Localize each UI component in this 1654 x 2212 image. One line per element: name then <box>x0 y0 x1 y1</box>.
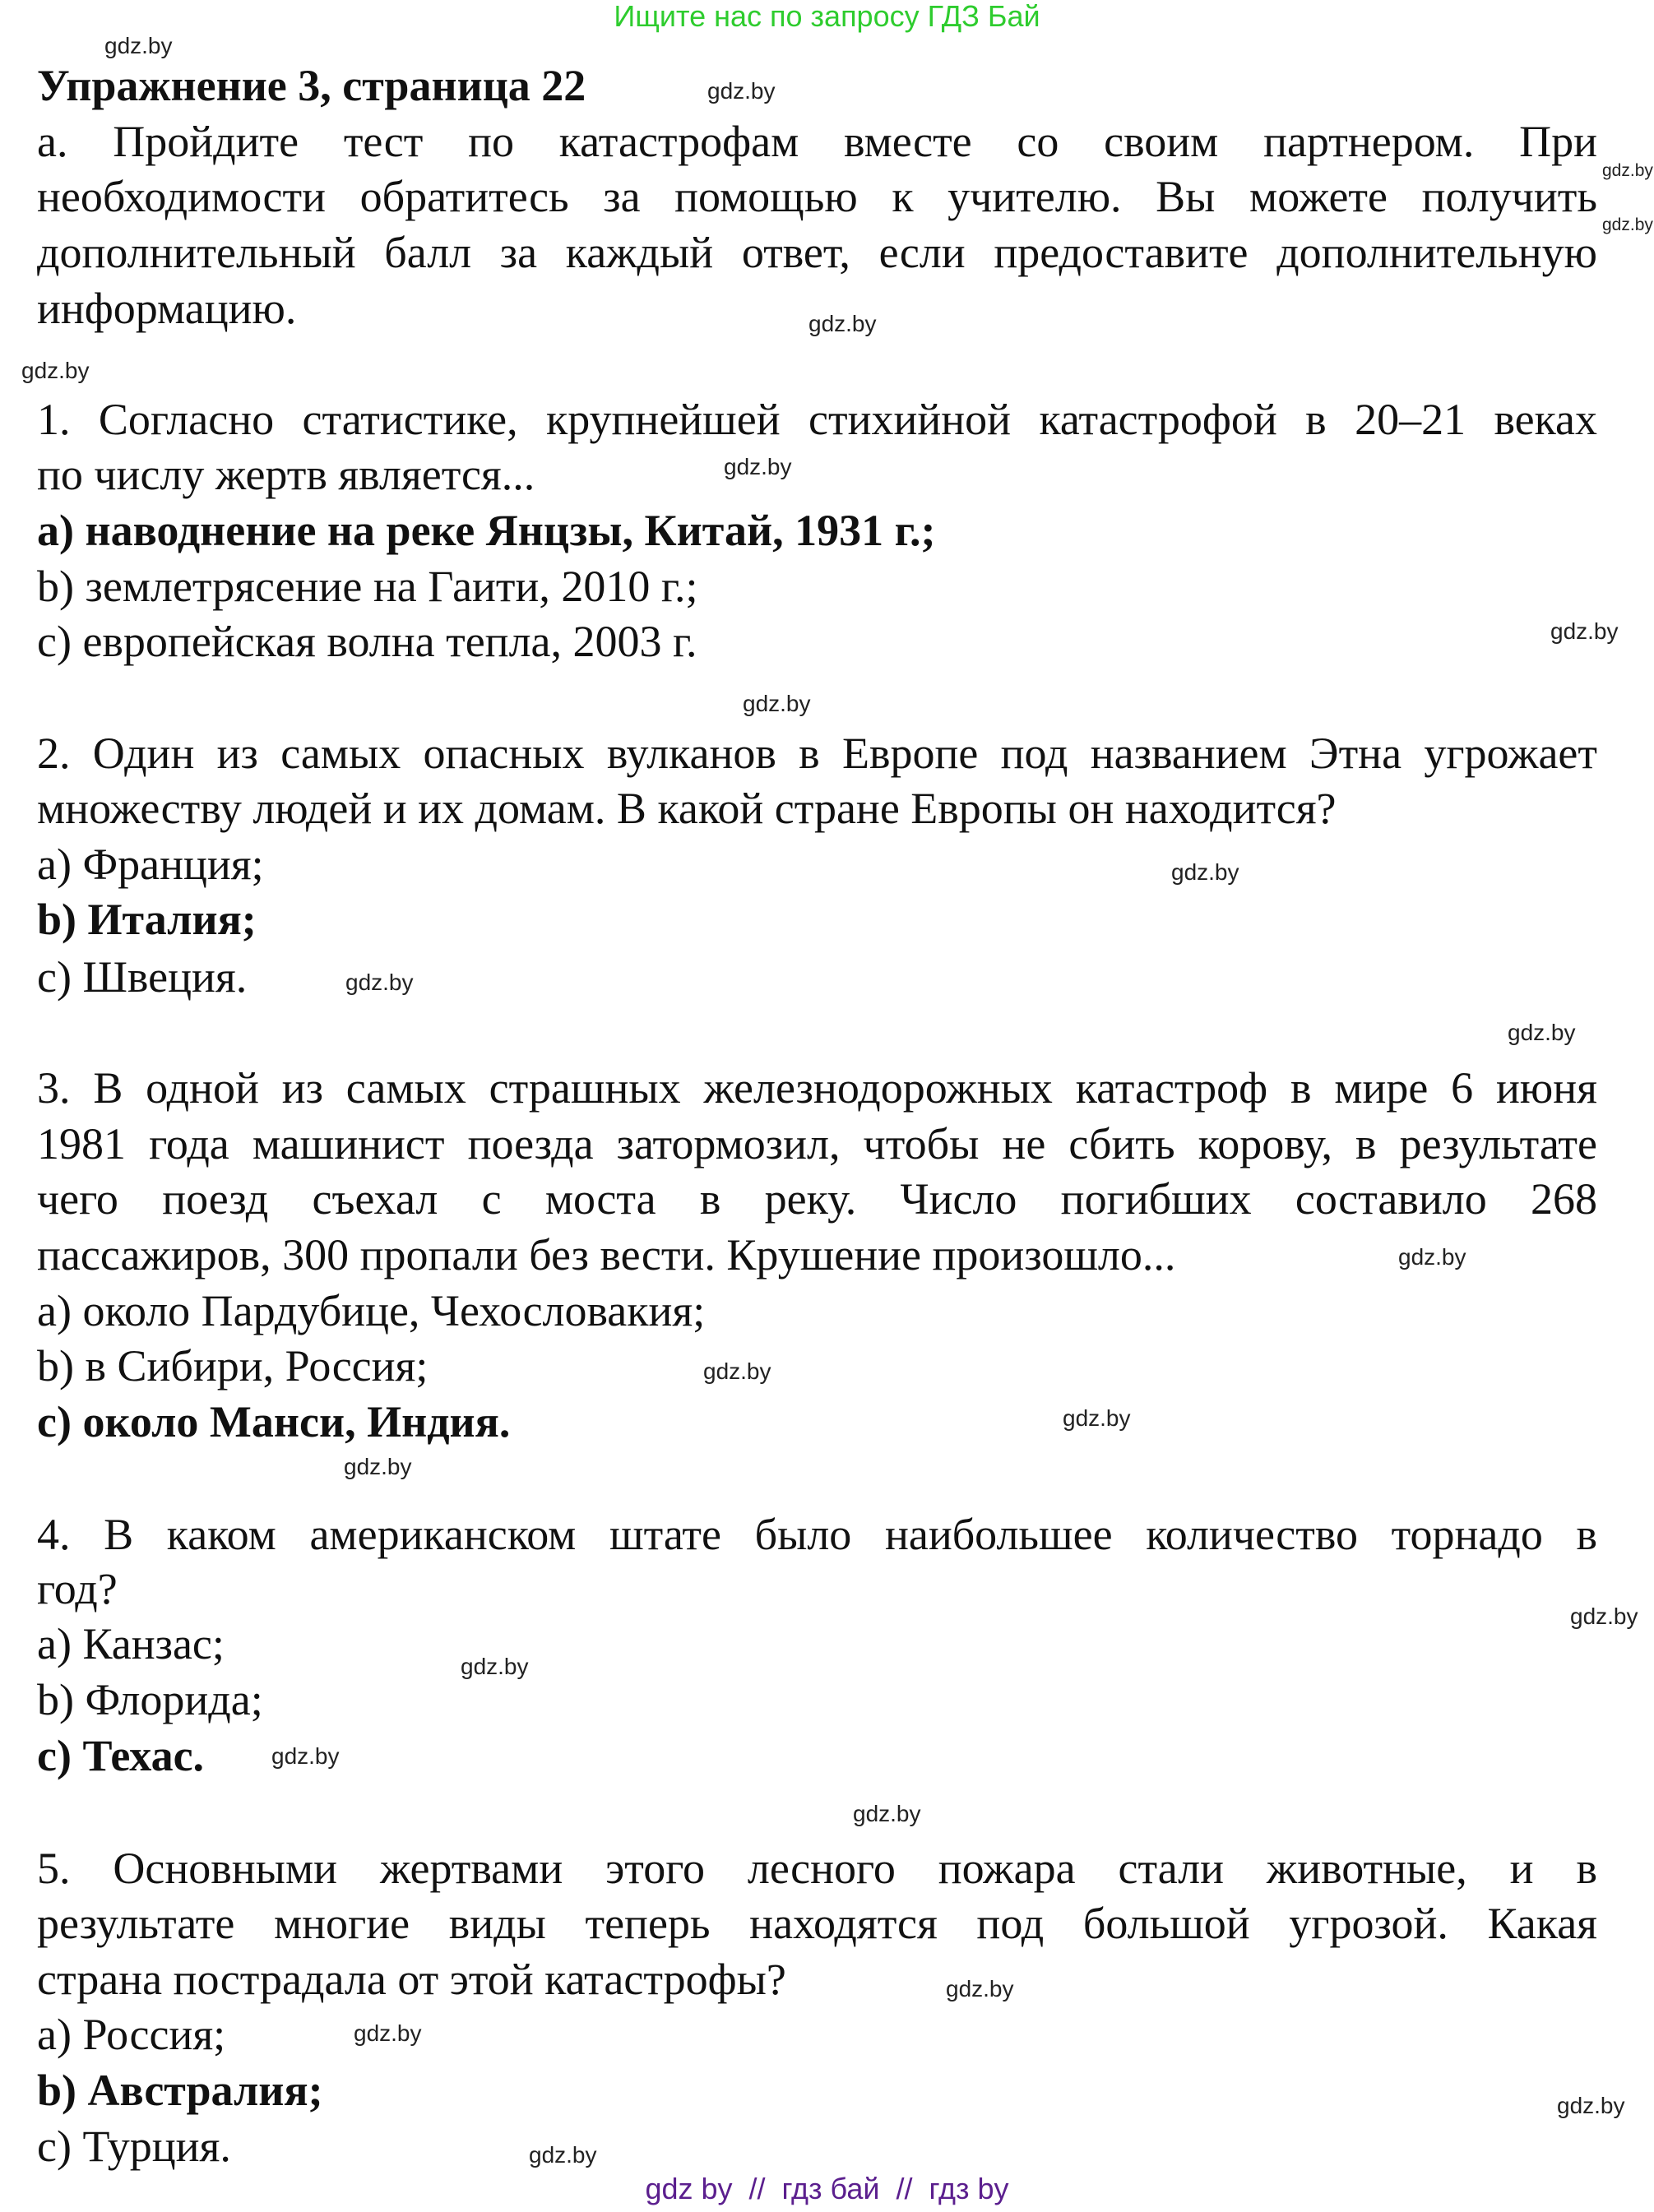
question-3-text: 1981 года машинист поезда затормозил, чтобы не сбить корову, в результате <box>37 1119 1597 1168</box>
question-3-text: пассажиров, 300 пропали без вести. Крушение произошло... <box>37 1230 1176 1280</box>
question-3-option-b: b) в Сибири, Россия; <box>37 1341 429 1391</box>
watermark: gdz.by <box>1550 618 1619 644</box>
watermark: gdz.by <box>104 33 173 58</box>
question-2-option-b-correct: b) Италия; <box>37 895 257 944</box>
question-5-option-a: a) Россия; <box>37 2010 226 2059</box>
watermark: gdz.by <box>344 1454 412 1479</box>
watermark: gdz.by <box>1508 1020 1576 1045</box>
question-2-text: множеству людей и их домам. В какой стране Европы он находится? <box>37 784 1337 833</box>
question-1-text: по числу жертв является... <box>37 450 535 499</box>
watermark: gdz.by <box>529 2142 597 2168</box>
question-2-option-c: c) Швеция. <box>37 952 248 1002</box>
intro-line: дополнительный балл за каждый ответ, если предоставите дополнительную <box>37 228 1597 277</box>
watermark: gdz.by <box>1602 215 1653 234</box>
question-4-option-b: b) Флорида; <box>37 1675 263 1724</box>
search-banner: Ищите нас по запросу ГДЗ Бай <box>614 0 1040 33</box>
watermark: gdz.by <box>461 1654 529 1679</box>
question-5-option-c: c) Турция. <box>37 2122 231 2171</box>
question-1-text: 1. Согласно статистике, крупнейшей стихийной катастрофой в 20–21 веках <box>37 395 1597 444</box>
intro-line: информацию. <box>37 284 297 333</box>
watermark: gdz.by <box>1063 1405 1131 1431</box>
watermark: gdz.by <box>853 1801 921 1826</box>
watermark: gdz.by <box>707 78 776 104</box>
watermark: gdz.by <box>345 969 414 995</box>
question-4-option-a: a) Канзас; <box>37 1619 225 1668</box>
question-1-option-a-correct: a) наводнение на реке Янцзы, Китай, 1931 г.; <box>37 506 936 555</box>
question-5-text: 5. Основными жертвами этого лесного пожара стали животные, и в <box>37 1844 1597 1893</box>
watermark: gdz.by <box>1557 2093 1625 2118</box>
watermark: gdz.by <box>703 1358 771 1384</box>
question-3-text: 3. В одной из самых страшных железнодорожных катастроф в мире 6 июня <box>37 1063 1597 1113</box>
watermark: gdz.by <box>1398 1244 1466 1270</box>
question-2-option-a: a) Франция; <box>37 840 264 889</box>
question-4-text: 4. В каком американском штате было наибольшее количество торнадо в <box>37 1510 1597 1559</box>
watermark: gdz.by <box>1171 859 1239 885</box>
intro-line: a. Пройдите тест по катастрофам вместе со своим партнером. При <box>37 117 1597 166</box>
watermark: gdz.by <box>354 2020 422 2046</box>
watermark: gdz.by <box>1602 161 1653 180</box>
question-3-text: чего поезд съехал с моста в реку. Число погибших составило 268 <box>37 1174 1597 1224</box>
question-5-text: страна пострадала от этой катастрофы? <box>37 1955 786 2004</box>
watermark: gdz.by <box>1570 1603 1638 1629</box>
question-2-text: 2. Один из самых опасных вулканов в Европе под названием Этна угрожает <box>37 729 1597 778</box>
watermark: gdz.by <box>21 358 90 383</box>
watermark: gdz.by <box>271 1743 340 1769</box>
question-5-option-b-correct: b) Австралия; <box>37 2066 323 2115</box>
question-4-option-c-correct: c) Техас. <box>37 1731 205 1780</box>
question-5-text: результате многие виды теперь находятся под большой угрозой. Какая <box>37 1899 1597 1948</box>
watermark: gdz.by <box>743 691 811 716</box>
question-1-option-c: c) европейская волна тепла, 2003 г. <box>37 617 697 666</box>
question-1-option-b: b) землетрясение на Гаити, 2010 г.; <box>37 562 698 611</box>
question-4-text: год? <box>37 1564 118 1613</box>
watermark: gdz.by <box>946 1976 1014 2001</box>
watermark: gdz.by <box>808 311 877 336</box>
page-title: Упражнение 3, страница 22 <box>37 61 586 110</box>
watermark: gdz.by <box>724 454 792 479</box>
question-3-option-a: a) около Пардубице, Чехословакия; <box>37 1286 706 1335</box>
question-3-option-c-correct: c) около Манси, Индия. <box>37 1397 511 1446</box>
intro-line: необходимости обратитесь за помощью к учителю. Вы можете получить <box>37 172 1597 221</box>
footer-links: gdz by // гдз бай // гдз by <box>645 2172 1009 2205</box>
